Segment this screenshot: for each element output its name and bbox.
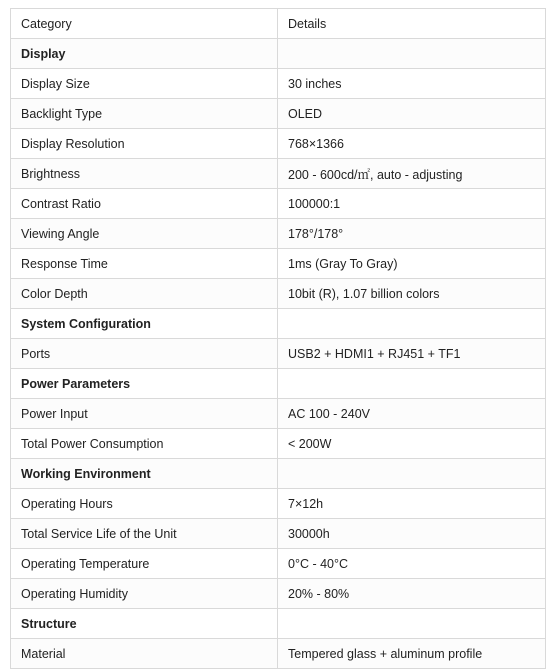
section-row [11,39,546,69]
row-category: Material [11,639,278,669]
table-row [11,429,546,459]
row-details: 100000:1 [278,189,546,219]
spec-table-body [11,9,546,669]
row-details: 0°C - 40°C [278,549,546,579]
row-details: USB2 + HDMI1 + RJ451 + TF1 [278,339,546,369]
row-category: Color Depth [11,279,278,309]
section-row [11,309,546,339]
section-row [11,369,546,399]
row-details: 768×1366 [278,129,546,159]
table-row [11,219,546,249]
row-details [278,459,546,489]
row-details: 10bit (R), 1.07 billion colors [278,279,546,309]
row-details: Tempered glass + aluminum profile [278,639,546,669]
row-category: Ports [11,339,278,369]
row-category: Display Size [11,69,278,99]
row-details [278,39,546,69]
section-title: Structure [11,609,278,639]
table-header-row [11,9,546,39]
row-category: Operating Humidity [11,579,278,609]
table-row [11,579,546,609]
header-details: Details [278,9,546,39]
row-details [278,309,546,339]
spec-table [10,8,546,669]
row-details: < 200W [278,429,546,459]
row-details: OLED [278,99,546,129]
section-title: Power Parameters [11,369,278,399]
row-category: Viewing Angle [11,219,278,249]
row-category: Total Power Consumption [11,429,278,459]
row-details: 200 - 600cd/㎡, auto - adjusting [278,159,546,189]
row-details: AC 100 - 240V [278,399,546,429]
table-row [11,99,546,129]
row-details: 20% - 80% [278,579,546,609]
table-row [11,549,546,579]
row-category: Contrast Ratio [11,189,278,219]
table-row [11,339,546,369]
row-details [278,609,546,639]
table-row [11,69,546,99]
header-category: Category [11,9,278,39]
row-details: 178°/178° [278,219,546,249]
table-row [11,189,546,219]
section-title: Working Environment [11,459,278,489]
section-row [11,609,546,639]
row-category: Brightness [11,159,278,189]
row-category: Display Resolution [11,129,278,159]
row-category: Response Time [11,249,278,279]
table-row [11,159,546,189]
table-row [11,639,546,669]
table-row [11,399,546,429]
table-row [11,249,546,279]
section-title: Display [11,39,278,69]
section-title: System Configuration [11,309,278,339]
table-row [11,279,546,309]
table-row [11,519,546,549]
row-details [278,369,546,399]
row-category: Power Input [11,399,278,429]
section-row [11,459,546,489]
row-details: 30 inches [278,69,546,99]
row-details: 30000h [278,519,546,549]
row-details: 1ms (Gray To Gray) [278,249,546,279]
table-row [11,489,546,519]
row-category: Operating Hours [11,489,278,519]
row-category: Total Service Life of the Unit [11,519,278,549]
row-category: Operating Temperature [11,549,278,579]
row-category: Backlight Type [11,99,278,129]
row-details: 7×12h [278,489,546,519]
table-row [11,129,546,159]
